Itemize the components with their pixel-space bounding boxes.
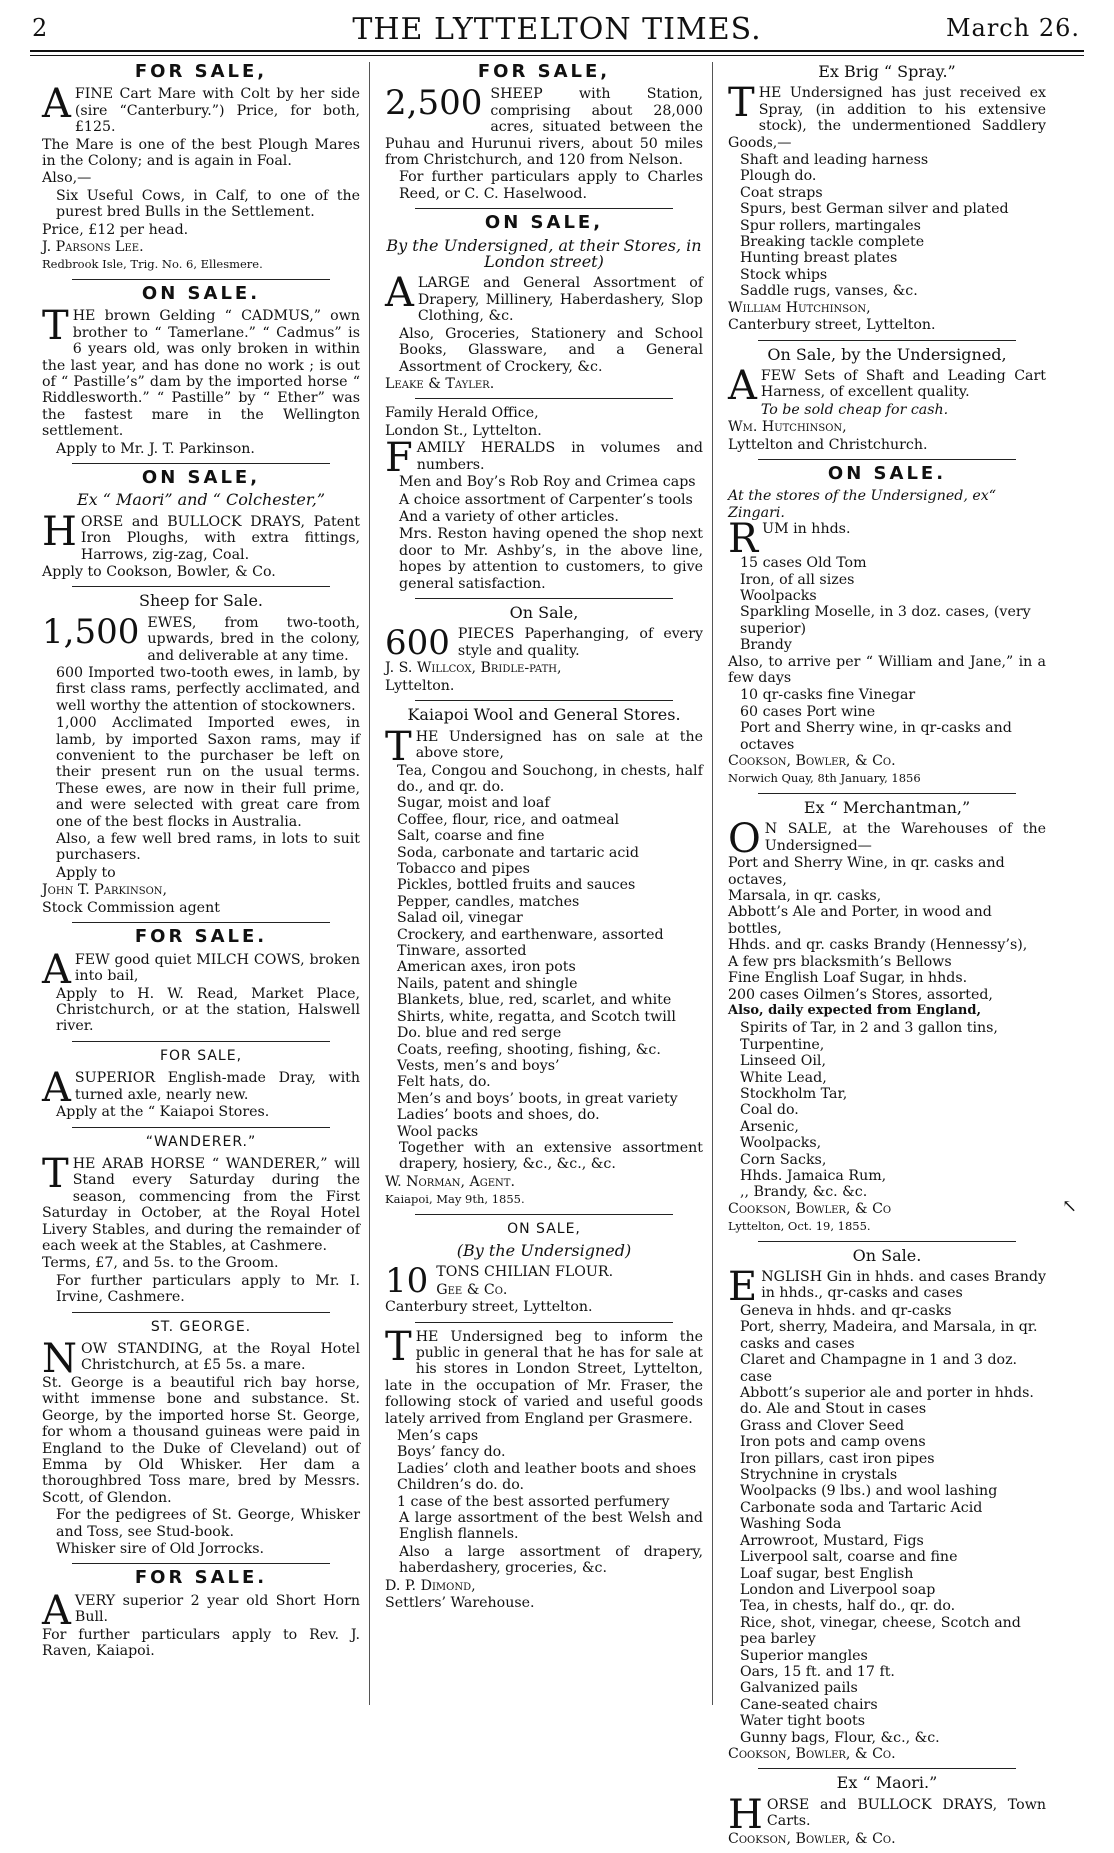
- list-item: Washing Soda: [740, 1516, 842, 1533]
- ad-body: LARGE and General Assortment of Drapery, Millinery, Haberdashery, Slop Clothing, &c.: [417, 275, 703, 325]
- list-item: Claret and Champagne in 1 and 3 doz. case: [740, 1352, 1018, 1385]
- ad-text: Six Useful Cows, in Calf, to one of the purest bred Bulls in the Settlement.: [56, 187, 360, 221]
- list-item: Do. blue and red serge: [397, 1025, 562, 1042]
- ad-text: Terms, £7, and 5s. to the Groom.: [42, 1255, 279, 1272]
- ad-milch-cows: [42, 926, 360, 1035]
- ad-heading: Ex “ Merchantman,”: [803, 797, 971, 817]
- drop-cap: A: [42, 1587, 71, 1634]
- list-item: Strychnine in crystals: [740, 1467, 898, 1484]
- goods-list: [728, 1303, 1046, 1746]
- list-item: Turpentine,: [740, 1036, 825, 1053]
- ad-heading: FOR SALE,: [159, 1047, 243, 1064]
- list-item: Iron pillars, cast iron pipes: [740, 1450, 935, 1467]
- drop-cap: R: [728, 516, 759, 563]
- ad-sheep-station: [385, 61, 703, 202]
- ad-signature: Cookson, Bowler, & Co.: [728, 1830, 896, 1847]
- ad-text: Also, daily expected from England,: [728, 1002, 981, 1018]
- list-item: Soda, carbonate and tartaric acid: [397, 844, 639, 861]
- ad-text: Whisker sire of Old Jorrocks.: [56, 1541, 265, 1558]
- ad-dray: [42, 1048, 360, 1121]
- list-item: Stockholm Tar,: [740, 1085, 848, 1102]
- list-item: Coal do.: [740, 1102, 799, 1119]
- ad-price: Price, £12 per head.: [42, 221, 189, 238]
- drop-cap: N: [42, 1336, 77, 1382]
- ad-heading: FOR SALE.: [134, 926, 268, 948]
- list-item: Hunting breast plates: [740, 250, 898, 267]
- list-item: Fine English Loaf Sugar, in hhds.: [728, 970, 968, 987]
- ad-family-herald: [385, 405, 703, 592]
- list-item: 60 cases Port wine: [740, 703, 876, 720]
- ad-heading: FOR SALE,: [134, 61, 268, 82]
- list-item: Boys’ fancy do.: [397, 1444, 506, 1461]
- list-item: Vests, men’s and boys’: [397, 1057, 560, 1074]
- ad-big-number: 10: [385, 1261, 429, 1302]
- ad-body: HE Undersigned has on sale at the above store,: [415, 728, 703, 761]
- list-item: Marsala, in qr. casks,: [728, 888, 882, 905]
- list-item: Shirts, white, regatta, and Scotch twill: [397, 1008, 676, 1025]
- ad-body: ORSE and BULLOCK DRAYS, Patent Iron Ploughs, with extra fittings, Harrows, zig-zag, Coal.: [80, 513, 360, 563]
- ad-heading: Sheep for Sale.: [139, 591, 263, 611]
- list-item: Pepper, candles, matches: [397, 893, 580, 910]
- ad-apply: Apply to Mr. J. T. Parkinson.: [56, 440, 255, 457]
- ad-body: PIECES Paperhanging, of every style and quality.: [457, 626, 703, 659]
- ad-body: HE ARAB HORSE “ WANDERER,” will Stand every Saturday during the season, commencing from the First Saturday in October, at the Royal Hotel Livery Stables, and during the remainder of each week at the Stables, at Cashmere.: [42, 1155, 360, 1254]
- ad-text: 600 Imported two-tooth ewes, in lamb, by first class rams, perfectly acclimated, and well worthy the attention of stockowners.: [56, 665, 360, 714]
- list-item: Stock whips: [740, 266, 828, 283]
- list-item: Port, sherry, Madeira, and Marsala, in qr. casks and cases: [740, 1319, 1038, 1352]
- ad-heading: ON SALE,: [484, 212, 604, 234]
- list-item: Grass and Clover Seed: [740, 1417, 905, 1434]
- ad-body: SUPERIOR English-made Dray, with turned axle, nearly new.: [74, 1070, 360, 1103]
- ad-subheading: Ex “ Maori” and “ Colchester,”: [76, 490, 326, 510]
- goods-list: [728, 687, 1046, 753]
- list-item: Port and Sherry Wine, in qr. casks and octaves,: [728, 855, 1005, 888]
- list-item: Nails, patent and shingle: [397, 975, 578, 992]
- ad-apply: For further particulars apply to Charles Reed, or C. C. Haselwood.: [399, 169, 703, 202]
- list-item: Woolpacks,: [740, 1135, 822, 1152]
- ad-signature: Settlers’ Warehouse.: [385, 1595, 535, 1612]
- list-item: Coat straps: [740, 184, 823, 201]
- ad-sheep: [42, 593, 360, 916]
- drop-cap: T: [385, 1323, 412, 1370]
- ad-apply: Apply to H. W. Read, Market Place, Christchurch, or at the station, Halswell river.: [56, 985, 360, 1035]
- ad-text: To be sold cheap for cash.: [760, 401, 949, 418]
- list-item: Tea, in chests, half do., qr. do.: [740, 1598, 956, 1615]
- list-item: Coffee, flour, rice, and oatmeal: [397, 811, 620, 828]
- list-item: Sparkling Moselle, in 3 doz. cases, (very superior): [740, 604, 1031, 637]
- ad-body: FEW good quiet MILCH COWS, broken into bail,: [74, 951, 360, 984]
- drop-cap: A: [42, 81, 71, 128]
- ad-separator: [72, 922, 330, 923]
- ad-merchantman: [728, 797, 1046, 1235]
- drop-cap: T: [42, 303, 69, 350]
- list-item: Children’s do. do.: [397, 1477, 525, 1494]
- ad-signature: D. P. Dimond,: [385, 1577, 476, 1594]
- ad-body: HE Undersigned beg to inform the public in general that he has for sale at his stores in London Street, Lyttelton, late in the occupation of Mr. Fraser, the following stock of varied and useful goods lately arrived from England per Grasmere.: [385, 1328, 703, 1427]
- ad-separator: [758, 1241, 1016, 1242]
- ad-heading: ON SALE,: [507, 1220, 581, 1237]
- page-number: 2: [32, 14, 48, 42]
- ad-text: Mrs. Reston having opened the shop next door to Mr. Ashby’s, in the above line, hopes by attention to customers, to give general satisfaction.: [399, 526, 703, 592]
- drop-cap: T: [728, 80, 755, 127]
- list-item: Tea, Congou and Souchong, in chests, half do., and qr. do.: [397, 762, 703, 795]
- ad-text: 1,000 Acclimated Imported ewes, in lamb, by imported Saxon rams, may if convenient to the purchaser be left on their present run on the usual terms. These ewes, are now in their full prime, and were selected with great care from one of the best flocks in Australia.: [56, 715, 360, 830]
- ad-signature: J. Parsons Lee.: [42, 239, 144, 256]
- ad-short-horn-bull: [42, 1567, 360, 1660]
- ad-separator: [415, 598, 673, 599]
- list-item: Ladies’ cloth and leather boots and shoes: [397, 1460, 697, 1477]
- ad-signature: Gee & Co.: [436, 1281, 508, 1298]
- ad-date: Lyttelton, Oct. 19, 1855.: [728, 1219, 871, 1234]
- ad-signature: Lyttelton and Christchurch.: [728, 436, 928, 453]
- ad-heading: ON SALE.: [827, 462, 947, 484]
- ad-separator: [415, 398, 673, 399]
- ad-text: The Mare is one of the best Plough Mares in the Colony; and is again in Foal.: [42, 136, 360, 170]
- ad-dimond-warehouse: [385, 1323, 703, 1612]
- drop-cap: A: [42, 1065, 71, 1112]
- ad-separator: [758, 340, 1016, 341]
- ad-apply: For further particulars apply to Mr. I. Irvine, Cashmere.: [56, 1272, 360, 1306]
- list-item: Breaking tackle complete: [740, 234, 925, 251]
- column-3: [728, 62, 1046, 1853]
- ad-signature: Stock Commission agent: [42, 899, 220, 916]
- list-item: Superior mangles: [740, 1647, 868, 1664]
- list-item: Woolpacks (9 lbs.) and wool lashing: [740, 1483, 998, 1500]
- list-item: Port and Sherry wine, in qr-casks and octaves: [740, 720, 1012, 753]
- list-item: Abbott’s Ale and Porter, in wood and bottles,: [728, 904, 992, 937]
- ad-text: Also a large assortment of drapery, haberdashery, groceries, &c.: [399, 1543, 703, 1577]
- drop-cap: H: [42, 508, 77, 555]
- ad-heading: “WANDERER.”: [145, 1133, 257, 1150]
- ad-signature: Wm. Hutchinson,: [728, 419, 847, 436]
- mouse-pointer-icon: ↖: [1062, 1196, 1078, 1217]
- ad-body: OW STANDING, at the Royal Hotel Christchurch, at £5 5s. a mare.: [81, 1341, 360, 1374]
- ad-text: Also, to arrive per “ William and Jane,” in a few days: [728, 653, 1046, 686]
- goods-list: [728, 1020, 1046, 1200]
- ad-address: London St., Lyttelton.: [385, 422, 542, 439]
- list-item: Gunny bags, Flour, &c., &c.: [740, 1729, 940, 1746]
- ad-st-george: [42, 1319, 360, 1558]
- ad-apply: Apply to Cookson, Bowler, & Co.: [42, 563, 276, 580]
- masthead-rule-thin: [30, 55, 1084, 56]
- ad-apply: Apply to: [56, 864, 116, 881]
- ad-big-number: 600: [385, 623, 450, 664]
- column-divider: [369, 62, 370, 1705]
- ad-big-number: 2,500: [385, 83, 483, 124]
- list-item: Spirits of Tar, in 2 and 3 gallon tins,: [740, 1020, 998, 1037]
- list-item: Felt hats, do.: [397, 1074, 491, 1091]
- ad-body: ORSE and BULLOCK DRAYS, Town Carts.: [766, 1796, 1046, 1830]
- ad-cart-harness: [728, 344, 1046, 453]
- list-item: Iron, of all sizes: [740, 571, 855, 588]
- ad-chilian-flour: [385, 1221, 703, 1316]
- list-item: Corn Sacks,: [740, 1151, 827, 1168]
- ad-separator: [415, 700, 673, 701]
- issue-date: March 26.: [945, 14, 1080, 42]
- list-item: Brandy: [740, 637, 792, 654]
- ad-drapery: [385, 212, 703, 392]
- list-item: Sugar, moist and loaf: [397, 795, 550, 812]
- ad-address: Family Herald Office,: [385, 405, 539, 422]
- drop-cap: E: [728, 1264, 758, 1310]
- ad-drays-ploughs: [42, 466, 360, 580]
- ad-date: Kaiapoi, May 9th, 1855.: [385, 1192, 525, 1207]
- ad-separator: [72, 1041, 330, 1042]
- ad-address: Canterbury street, Lyttelton.: [385, 1299, 593, 1316]
- ad-signature: Leake & Tayler.: [385, 375, 495, 392]
- ad-heading: On Sale,: [509, 602, 579, 622]
- list-item: Hhds. Jamaica Rum,: [740, 1167, 887, 1184]
- list-item: Men’s and boys’ boots, in great variety: [397, 1090, 678, 1107]
- drop-cap: F: [385, 435, 413, 482]
- ad-big-number: 1,500: [42, 611, 140, 652]
- column-2: [385, 62, 703, 1618]
- ad-apply: For further particulars apply to Rev. J. Raven, Kaiapoi.: [42, 1626, 360, 1660]
- ad-separator: [72, 1312, 330, 1313]
- goods-list: [385, 1428, 703, 1510]
- drop-cap: A: [42, 946, 71, 993]
- ad-separator: [415, 1214, 673, 1215]
- ad-text: And a variety of other articles.: [399, 508, 619, 525]
- ad-text: St. George is a beautiful rich bay horse, witht immense bone and substance. St. George, by the imported horse St. George, for whom a thousand guineas were paid in England to the Duke of Cleveland) out of Emma by Old Whisker. Her dam a thoroughbred Toss mare, bred by Messrs. Scott, of Glendon.: [42, 1375, 360, 1506]
- drop-cap: A: [728, 362, 757, 409]
- column-divider: [712, 62, 713, 1705]
- ad-separator: [72, 279, 330, 280]
- ad-maori-drays: [728, 1775, 1046, 1847]
- list-item: Hhds. and qr. casks Brandy (Hennessy’s),: [728, 937, 1028, 954]
- list-item: Shaft and leading harness: [740, 152, 929, 169]
- ad-subheading: At the stores of the Undersigned, ex“ Zingari.: [728, 488, 997, 521]
- drop-cap: A: [385, 270, 414, 317]
- list-item: London and Liverpool soap: [740, 1581, 936, 1598]
- ad-text: Men and Boy’s Rob Roy and Crimea caps: [399, 474, 696, 491]
- ad-heading: On Sale.: [852, 1245, 922, 1265]
- list-item: 200 cases Oilmen’s Stores, assorted,: [728, 986, 993, 1003]
- ad-body: FINE Cart Mare with Colt by her side (sire “Canterbury.”) Price, for both, £125.: [74, 86, 360, 136]
- ad-english-gin: [728, 1245, 1046, 1763]
- ad-cart-mare: [42, 61, 360, 273]
- list-item: Tobacco and pipes: [397, 861, 530, 878]
- list-item: Men’s caps: [397, 1428, 479, 1445]
- ad-heading: ON SALE,: [141, 466, 261, 488]
- ad-signature: Canterbury street, Lyttelton.: [728, 317, 936, 334]
- ad-body: NGLISH Gin in hhds. and cases Brandy in hhds., qr-casks and cases: [761, 1269, 1046, 1302]
- list-item: Rice, shot, vinegar, cheese, Scotch and pea barley: [740, 1614, 1021, 1648]
- list-item: Ladies’ boots and shoes, do.: [397, 1107, 600, 1124]
- ad-subheading: (By the Undersigned): [456, 1240, 632, 1260]
- newspaper-title: THE LYTTELTON TIMES.: [352, 12, 762, 47]
- ad-wanderer: [42, 1134, 360, 1306]
- ad-signature: Cookson, Bowler, & Co.: [728, 753, 896, 770]
- masthead-rule: [30, 50, 1084, 52]
- ad-heading: Ex “ Maori.”: [836, 1773, 938, 1793]
- ad-kaiapoi-stores: [385, 707, 703, 1207]
- list-item: Wool packs: [397, 1123, 479, 1140]
- list-item: Spur rollers, martingales: [740, 217, 921, 234]
- list-item: Salt, coarse and fine: [397, 828, 545, 845]
- list-item: Geneva in hhds. and qr-casks: [740, 1303, 952, 1319]
- ad-body: TONS CHILIAN FLOUR.: [436, 1264, 614, 1281]
- ad-separator: [72, 586, 330, 587]
- ad-separator: [758, 459, 1016, 460]
- ad-address: Redbrook Isle, Trig. No. 6, Ellesmere.: [42, 257, 263, 272]
- drop-cap: T: [42, 1150, 69, 1197]
- goods-list: [385, 763, 703, 1140]
- ad-signature: Lyttelton.: [385, 677, 455, 694]
- ad-signature: Cookson, Bowler, & Co.: [728, 1745, 896, 1762]
- list-item: Carbonate soda and Tartaric Acid: [740, 1499, 983, 1516]
- list-item: Salad oil, vinegar: [397, 910, 523, 927]
- ad-heading: FOR SALE,: [477, 61, 611, 82]
- ad-heading: ON SALE.: [141, 282, 261, 304]
- ad-separator: [72, 1563, 330, 1564]
- list-item: Abbott’s superior ale and porter in hhds. do. Ale and Stout in cases: [740, 1385, 1034, 1418]
- ad-text: For the pedigrees of St. George, Whisker and Toss, see Stud-book.: [56, 1507, 360, 1540]
- ad-body: SHEEP with Station, comprising about 28,000 acres, situated between the Puhau and Hurunui rivers, about 50 miles from Christchurch, and 120 from Nelson.: [385, 86, 703, 169]
- ad-signature: John T. Parkinson,: [42, 882, 168, 899]
- list-item: Arrowroot, Mustard, Figs: [740, 1532, 924, 1549]
- ad-separator: [72, 463, 330, 464]
- ad-signature: Cookson, Bowler, & Co: [728, 1200, 892, 1217]
- column-1: [42, 62, 360, 1666]
- list-item: American axes, iron pots: [397, 959, 576, 976]
- ad-body: HE Undersigned has just received ex Spray, (in addition to his extensive stock), the undermentioned Saddlery Goods,—: [728, 85, 1046, 151]
- list-item: Coats, reefing, shooting, fishing, &c.: [397, 1041, 661, 1058]
- ad-text: Also,—: [42, 170, 92, 187]
- ad-body: FEW Sets of Shaft and Leading Cart Harness, of excellent quality.: [760, 367, 1046, 401]
- ad-body: HE brown Gelding “ CADMUS,” own brother to “ Tamerlane.” “ Cadmus” is 6 years old, was only broken in within the last year, and has done no work ; is out of “ Pastille’s” dam by the imported horse “ Riddlesworth.” “ Pastille” by “ Ether” was the fastest mare in the Wellington settlement.: [42, 308, 360, 440]
- ad-separator: [415, 208, 673, 209]
- list-item: 15 cases Old Tom: [740, 555, 867, 572]
- ad-heading: ST. GEORGE.: [150, 1318, 252, 1335]
- ad-cadmus: [42, 282, 360, 457]
- list-item: Galvanized pails: [740, 1680, 858, 1697]
- list-item: Tinware, assorted: [397, 943, 527, 960]
- drop-cap: T: [385, 723, 412, 770]
- goods-list: [728, 555, 1046, 653]
- goods-list: [728, 855, 1046, 1003]
- ad-subheading: By the Undersigned, at their Stores, in London street): [386, 235, 702, 272]
- list-item: Cane-seated chairs: [740, 1696, 878, 1713]
- ad-heading: Ex Brig “ Spray.”: [818, 62, 956, 81]
- list-item: Plough do.: [740, 168, 817, 185]
- masthead: [30, 8, 1084, 48]
- list-item: ,, Brandy, &c. &c.: [740, 1184, 868, 1201]
- list-item: Linseed Oil,: [740, 1053, 826, 1070]
- ad-heading: FOR SALE.: [134, 1567, 268, 1589]
- ad-signature: William Hutchinson,: [728, 299, 871, 316]
- ad-text: Together with an extensive assortment drapery, hosiery, &c., &c., &c.: [399, 1139, 703, 1173]
- list-item: Iron pots and camp ovens: [740, 1434, 926, 1451]
- list-item: Arsenic,: [740, 1118, 799, 1135]
- list-item: Blankets, blue, red, scarlet, and white: [397, 992, 672, 1009]
- ad-text: A large assortment of the best Welsh and English flannels.: [399, 1510, 703, 1543]
- ad-text: Also, Groceries, Stationery and School Books, Glassware, and a General Assortment of Crockery, &c.: [399, 325, 703, 375]
- list-item: Spurs, best German silver and plated: [740, 201, 1009, 218]
- ad-separator: [758, 793, 1016, 794]
- ad-spray-saddlery: [728, 64, 1046, 334]
- ad-apply: Apply at the “ Kaiapoi Stores.: [56, 1104, 270, 1121]
- list-item: Crockery, and earthenware, assorted: [397, 926, 664, 943]
- list-item: Loaf sugar, best English: [740, 1565, 914, 1582]
- list-item: Water tight boots: [740, 1713, 866, 1730]
- ad-zingari: [728, 462, 1046, 787]
- ad-separator: [72, 1127, 330, 1128]
- list-item: Liverpool salt, coarse and fine: [740, 1549, 958, 1566]
- ad-body: N SALE, at the Warehouses of the Undersigned—: [764, 821, 1046, 854]
- ad-heading: Kaiapoi Wool and General Stores.: [407, 705, 681, 725]
- ad-separator: [758, 1768, 1016, 1769]
- ad-body: EWES, from two-tooth, upwards, bred in the colony, and deliverable at any time.: [147, 614, 360, 664]
- list-item: 1 case of the best assorted perfumery: [397, 1493, 670, 1510]
- ad-separator: [415, 1322, 673, 1323]
- ad-date: Norwich Quay, 8th January, 1856: [728, 771, 921, 786]
- ad-text: A choice assortment of Carpenter’s tools: [399, 491, 693, 508]
- list-item: 10 qr-casks fine Vinegar: [740, 687, 916, 704]
- list-item: Saddle rugs, vanses, &c.: [740, 283, 918, 300]
- ad-signature: W. Norman, Agent.: [385, 1173, 515, 1190]
- ad-heading: On Sale, by the Undersigned,: [767, 344, 1007, 364]
- ad-text: Also, a few well bred rams, in lots to suit purchasers.: [56, 831, 360, 864]
- ad-paperhanging: [385, 602, 703, 694]
- list-item: A few prs blacksmith’s Bellows: [728, 953, 952, 970]
- list-item: White Lead,: [740, 1069, 827, 1086]
- ad-signature: J. S. Willcox, Bridle-path,: [385, 660, 562, 677]
- goods-list: [728, 152, 1046, 300]
- ad-body: UM in hhds.: [762, 521, 851, 538]
- drop-cap: H: [728, 1791, 763, 1838]
- drop-cap: O: [728, 816, 761, 863]
- ad-body: VERY superior 2 year old Short Horn Bull.: [74, 1592, 360, 1626]
- list-item: Oars, 15 ft. and 17 ft.: [740, 1663, 895, 1680]
- list-item: Woolpacks: [740, 587, 817, 604]
- list-item: Pickles, bottled fruits and sauces: [397, 877, 636, 894]
- ad-body: AMILY HERALDS in volumes and numbers.: [416, 440, 703, 473]
